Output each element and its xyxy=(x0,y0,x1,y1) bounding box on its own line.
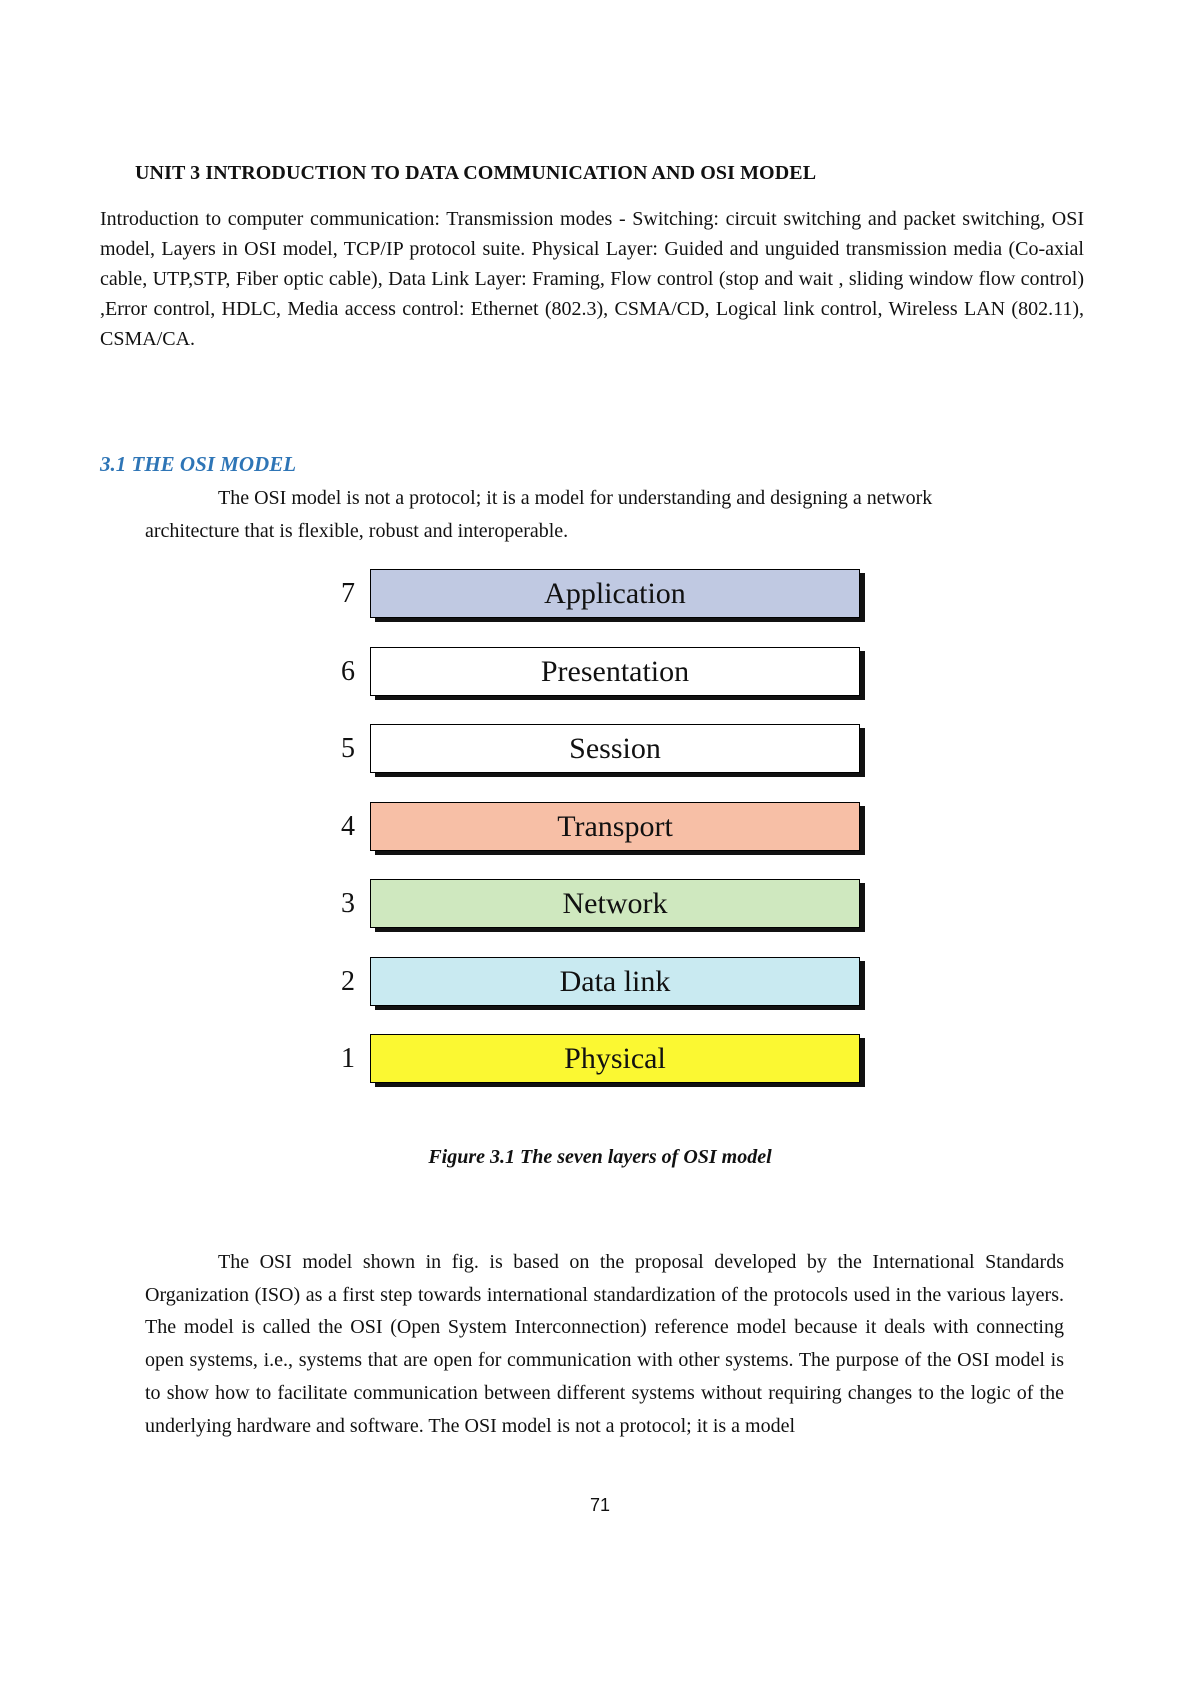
layer-box-network xyxy=(370,879,860,928)
layer-box-session xyxy=(370,724,860,773)
unit-title: UNIT 3 INTRODUCTION TO DATA COMMUNICATION AND OSI MODEL xyxy=(135,162,817,184)
layer-number: 3 xyxy=(341,888,355,919)
section-paragraph-text: The OSI model is not a protocol; it is a model for understanding and designing a network architecture that is flexible, robust and interoperable. xyxy=(145,487,933,542)
layer-box-presentation xyxy=(370,647,860,696)
layer-number: 7 xyxy=(341,578,355,609)
layer-name: Session xyxy=(569,731,661,765)
layer-number: 5 xyxy=(341,733,355,764)
figure-caption: Figure 3.1 The seven layers of OSI model xyxy=(428,1146,772,1168)
layer-name: Data link xyxy=(559,964,671,998)
layer-number: 4 xyxy=(341,811,355,842)
section-title: 3.1 THE OSI MODEL xyxy=(100,452,297,476)
layer-name: Application xyxy=(544,576,686,610)
layer-name: Network xyxy=(562,886,668,920)
section-paragraph xyxy=(145,482,1025,548)
layer-name: Physical xyxy=(564,1041,666,1075)
body-paragraph-text: The OSI model shown in fig. is based on the proposal developed by the International Standards Organization (ISO) as a first step towards international standardization of the protocols used in the various layers. The model is called the OSI (Open System Interconnection) reference model because it deals with connecting open systems, i.e., systems that are open for communication with other systems. The purpose of the OSI model is to show how to facilitate communication between different systems without requiring changes to the logic of the underlying hardware and software. The OSI model is not a protocol; it is a model xyxy=(145,1251,1064,1437)
layer-number: 1 xyxy=(341,1043,355,1074)
body-paragraph xyxy=(145,1246,1064,1442)
page-number: 71 xyxy=(589,1495,611,1515)
layer-name: Transport xyxy=(557,809,673,843)
layer-box-data-link xyxy=(370,957,860,1006)
layer-box-transport xyxy=(370,802,860,851)
layer-number: 2 xyxy=(341,966,355,997)
layer-number: 6 xyxy=(341,656,355,687)
layer-box-application xyxy=(370,569,860,618)
layer-name: Presentation xyxy=(540,654,690,688)
intro-paragraph: Introduction to computer communication: Transmission modes - Switching: circuit switching and packet switching, OSI model, Layers in OSI model, TCP/IP protocol suite. Physical Layer: Guided and unguided transmission media (Co-axial cable, UTP,STP, Fiber optic cable), Data Link Layer: Framing, Flow control (stop and wait , sliding window flow control) ,Error control, HDLC, Media access control: Ethernet (802.3), CSMA/CD, Logical link control, Wireless LAN (802.11), CSMA/CA. xyxy=(100,208,1084,350)
layer-box-physical xyxy=(370,1034,860,1083)
